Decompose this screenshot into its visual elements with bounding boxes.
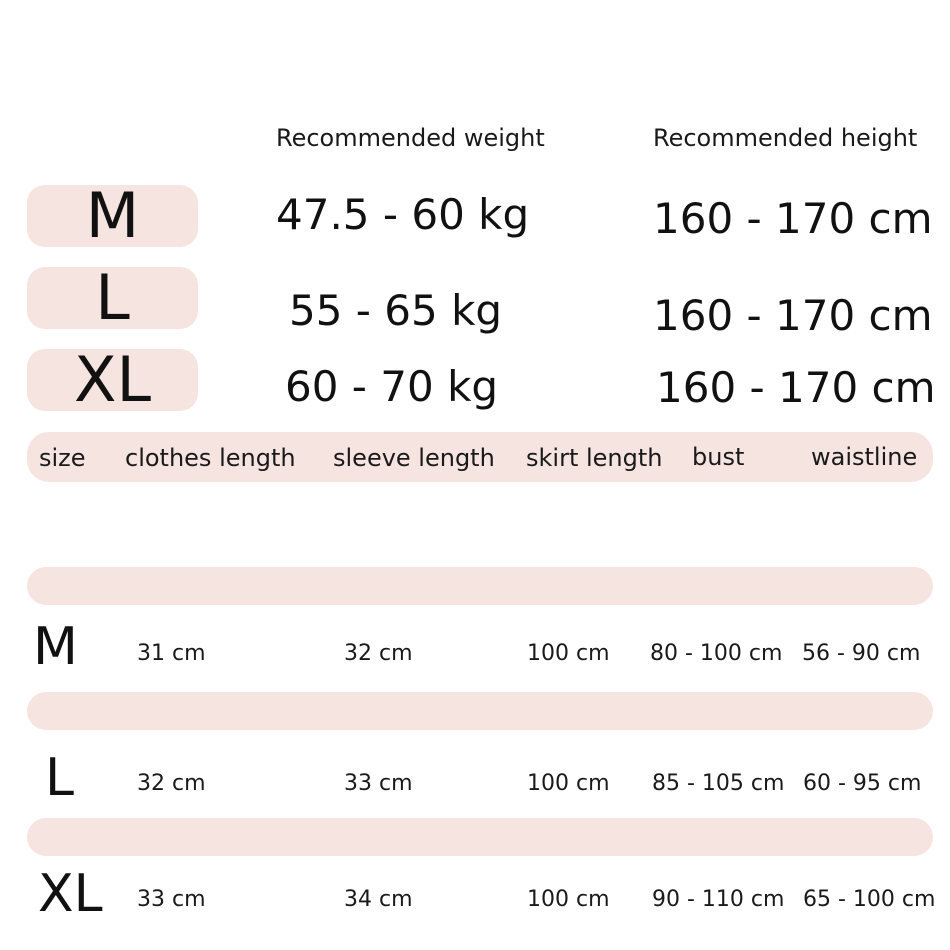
table-row-size-l: L <box>45 748 74 808</box>
cell-l-bust: 85 - 105 cm <box>652 771 785 796</box>
size-badge-label-m: M <box>85 179 140 252</box>
weight-xl: 60 - 70 kg <box>285 362 499 411</box>
cell-m-bust: 80 - 100 cm <box>650 641 783 666</box>
cell-l-sleeve-length: 33 cm <box>344 771 413 796</box>
weight-m: 47.5 - 60 kg <box>276 190 530 239</box>
row-band-3 <box>27 818 933 856</box>
cell-xl-skirt-length: 100 cm <box>527 887 610 912</box>
column-header-sleeve-length: sleeve length <box>333 444 495 472</box>
cell-xl-sleeve-length: 34 cm <box>344 887 413 912</box>
table-row-size-xl: XL <box>38 864 103 924</box>
height-m: 160 - 170 cm <box>653 194 933 243</box>
cell-xl-clothes-length: 33 cm <box>137 887 206 912</box>
cell-m-clothes-length: 31 cm <box>137 641 206 666</box>
cell-m-sleeve-length: 32 cm <box>344 641 413 666</box>
row-band-2 <box>27 692 933 730</box>
height-xl: 160 - 170 cm <box>656 363 936 412</box>
column-header-size: size <box>39 444 86 472</box>
column-header-bust: bust <box>692 443 745 471</box>
cell-l-skirt-length: 100 cm <box>527 771 610 796</box>
column-header-clothes-length: clothes length <box>125 444 296 472</box>
cell-m-waistline: 56 - 90 cm <box>802 641 921 666</box>
cell-xl-waistline: 65 - 100 cm <box>803 887 936 912</box>
weight-l: 55 - 65 kg <box>289 286 503 335</box>
row-band-1 <box>27 567 933 605</box>
height-l: 160 - 170 cm <box>653 291 933 340</box>
cell-l-clothes-length: 32 cm <box>137 771 206 796</box>
recommended-height-header: Recommended height <box>653 124 918 152</box>
table-row-size-m: M <box>33 617 78 677</box>
column-header-waistline: waistline <box>811 443 918 471</box>
size-badge-label-l: L <box>95 261 130 334</box>
size-badge-label-xl: XL <box>73 343 151 416</box>
recommended-weight-header: Recommended weight <box>276 124 545 152</box>
column-header-skirt-length: skirt length <box>526 444 663 472</box>
cell-m-skirt-length: 100 cm <box>527 641 610 666</box>
cell-l-waistline: 60 - 95 cm <box>803 771 922 796</box>
cell-xl-bust: 90 - 110 cm <box>652 887 785 912</box>
